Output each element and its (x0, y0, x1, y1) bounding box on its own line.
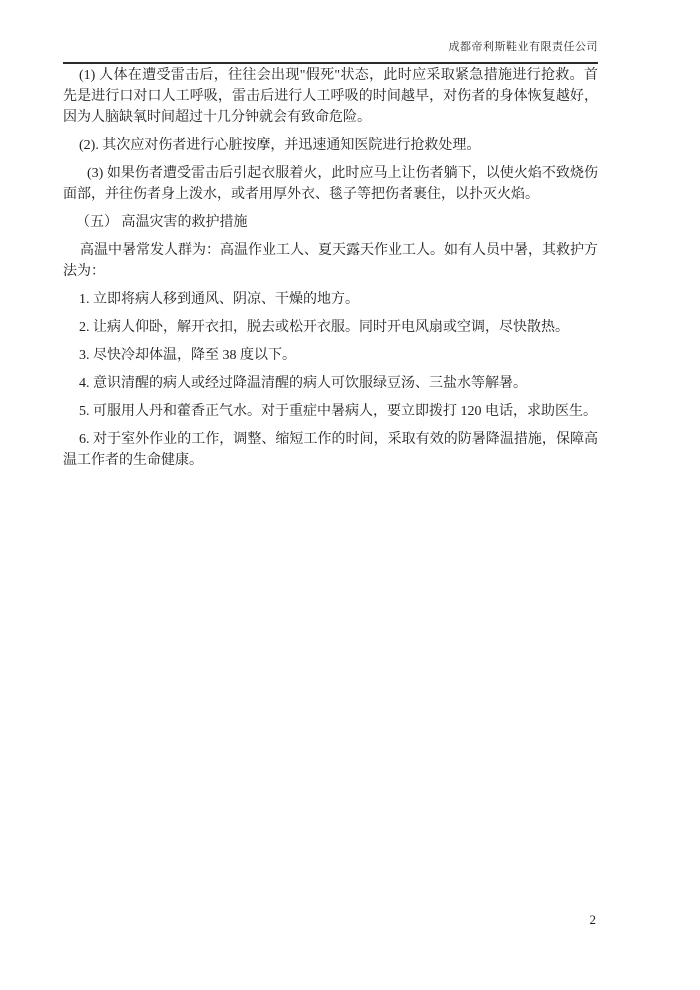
page-footer (63, 912, 596, 928)
page-number: 2 (589, 912, 596, 927)
list-item-1: 1. 立即将病人移到通风、阴凉、干燥的地方。 (79, 292, 359, 307)
paragraph-lightning-2: (2). 其次应对伤者进行心脏按摩，并迅速通知医院进行抢救处理。 (79, 138, 481, 153)
list-item-4: 4. 意识清醒的病人或经过降温清醒的病人可饮服绿豆汤、三盐水等解暑。 (79, 376, 527, 391)
list-item-5: 5. 可服用人丹和藿香正气水。对于重症中暑病人，要立即拨打 120 电话，求助医生。 (79, 404, 597, 419)
header-rule (63, 62, 598, 64)
page-header (63, 40, 598, 54)
document-body (63, 65, 598, 478)
section-heading-heat-disaster: （五） 高温灾害的救护措施 (76, 215, 248, 230)
list-item-3: 3. 尽快冷却体温，降至 38 度以下。 (79, 348, 296, 363)
paragraph-lightning-3: (3) 如果伤者遭受雷击后引起衣服着火，此时应马上让伤者躺下，以使火焰不致烧伤面部，并往伤者身上泼水，或者用厚外衣、毯子等把伤者裹住，以扑灭火焰。 (63, 166, 598, 202)
company-name: 成都帝利斯鞋业有限责任公司 (448, 41, 598, 53)
paragraph-lightning-1: (1) 人体在遭受雷击后，往往会出现"假死"状态，此时应采取紧急措施进行抢救。首先是进行口对口人工呼吸，雷击后进行人工呼吸的时间越早，对伤者的身体恢复越好，因为人脑缺氧时间超过十几分钟就会有致命危险。 (63, 68, 598, 125)
list-item-6: 6. 对于室外作业的工作，调整、缩短工作的时间，采取有效的防暑降温措施，保障高温工作者的生命健康。 (63, 432, 598, 468)
paragraph-heatstroke-intro: 高温中暑常发人群为：高温作业工人、夏天露天作业工人。如有人员中暑，其救护方法为： (63, 243, 598, 279)
list-item-2: 2. 让病人仰卧，解开衣扣，脱去或松开衣服。同时开电风扇或空调，尽快散热。 (79, 320, 569, 335)
